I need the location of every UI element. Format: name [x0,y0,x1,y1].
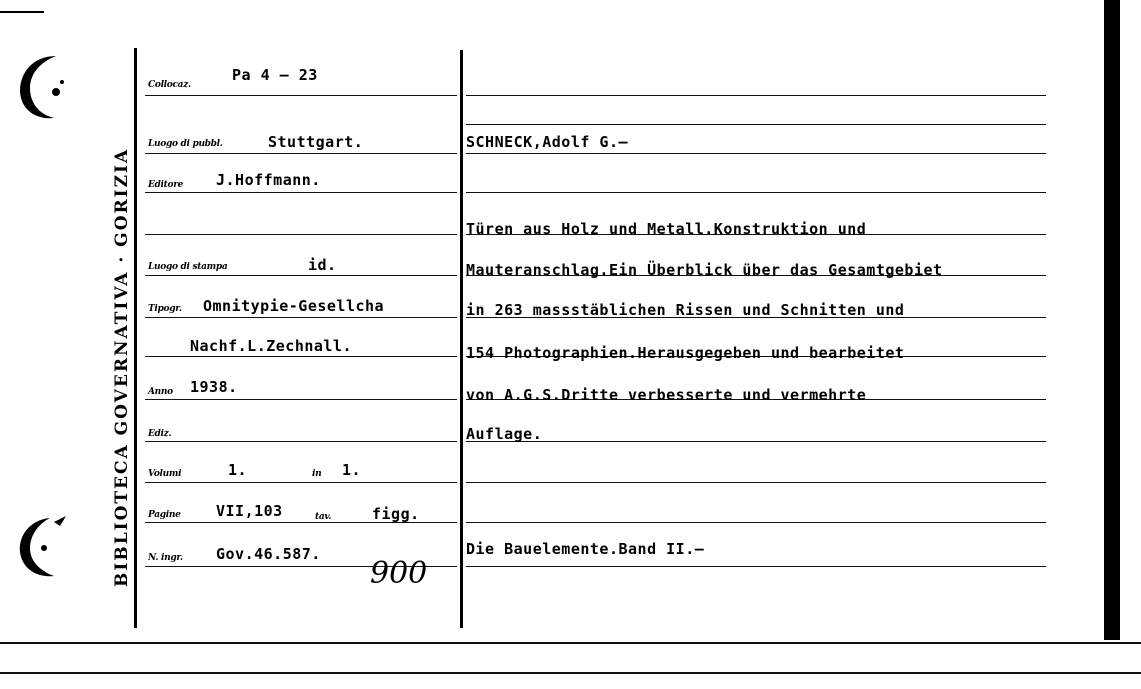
right-line-4 [466,192,1046,193]
collocaz-value: Pa 4 – 23 [232,66,318,84]
author-heading: SCHNECK,Adolf G.– [466,133,629,151]
luogo-pubbl-value: Stuttgart. [268,133,364,151]
anno-label: Anno [148,387,173,397]
volumi-label: Volumi [148,469,182,479]
left-line-10 [145,482,457,483]
left-line-9 [145,441,457,442]
tipogr-value-2: Nachf.L.Zechnall. [190,337,353,355]
right-line-13 [466,566,1046,567]
pagine-value: VII,103 [216,502,283,520]
top-left-dash [0,11,44,13]
left-vertical-rule [134,48,137,628]
n-ingr-label: N. ingr. [148,553,183,563]
left-line-2 [145,153,457,154]
title-line-3: in 263 massstäblichen Rissen und Schnitten und [466,301,905,319]
pagine-label: Pagine [148,510,181,520]
left-line-7 [145,356,457,357]
editore-label: Editore [148,180,184,190]
handwritten-number: 900 [370,556,428,591]
tavole-value: figg. [372,505,420,523]
library-stamp: BIBLIOTECA GOVERNATIVA · GORIZIA [112,147,132,587]
anno-value: 1938. [190,378,238,396]
bottom-rule [0,642,1141,644]
right-line-11 [466,482,1046,483]
tipogr-label: Tipogr. [148,304,182,314]
right-line-1 [466,95,1046,96]
n-ingr-value: Gov.46.587. [216,545,321,563]
title-line-5: von A.G.S.Dritte verbesserte und vermehrte [466,386,867,404]
crescent-seal-top-icon [16,52,72,122]
right-edge-bar [1104,0,1120,640]
tipogr-value-1: Omnitypie-Gesellcha [203,297,385,315]
bottom-rule-2 [0,672,1141,674]
tavole-label: tav. [315,512,332,522]
series-note: Die Bauelemente.Band II.– [466,540,705,558]
luogo-pubbl-label: Luogo di pubbl. [148,139,223,149]
left-line-6 [145,317,457,318]
volumi-value: 1. [228,461,248,479]
left-line-1 [145,95,457,96]
right-line-3 [466,153,1046,154]
collocaz-label: Collocaz. [148,80,191,90]
crescent-seal-bottom-icon [14,512,72,582]
right-line-10 [466,441,1046,442]
left-line-3 [145,192,457,193]
title-line-2: Mauteranschlag.Ein Überblick über das Gesamtgebiet [466,261,943,279]
in-label: in [312,469,322,479]
right-line-12 [466,522,1046,523]
left-line-4 [145,234,457,235]
ediz-label: Ediz. [148,429,172,439]
editore-value: J.Hoffmann. [216,171,321,189]
title-line-6: Auflage. [466,425,543,443]
center-vertical-rule [460,50,463,628]
in-value: 1. [342,461,362,479]
title-line-4: 154 Photographien.Herausgegeben und bearbeitet [466,344,905,362]
right-line-2 [466,124,1046,125]
luogo-stampa-value: id. [308,256,337,274]
luogo-stampa-label: Luogo di stampa [148,262,228,272]
left-line-5 [145,275,457,276]
left-line-8 [145,399,457,400]
title-line-1: Türen aus Holz und Metall.Konstruktion und [466,220,867,238]
